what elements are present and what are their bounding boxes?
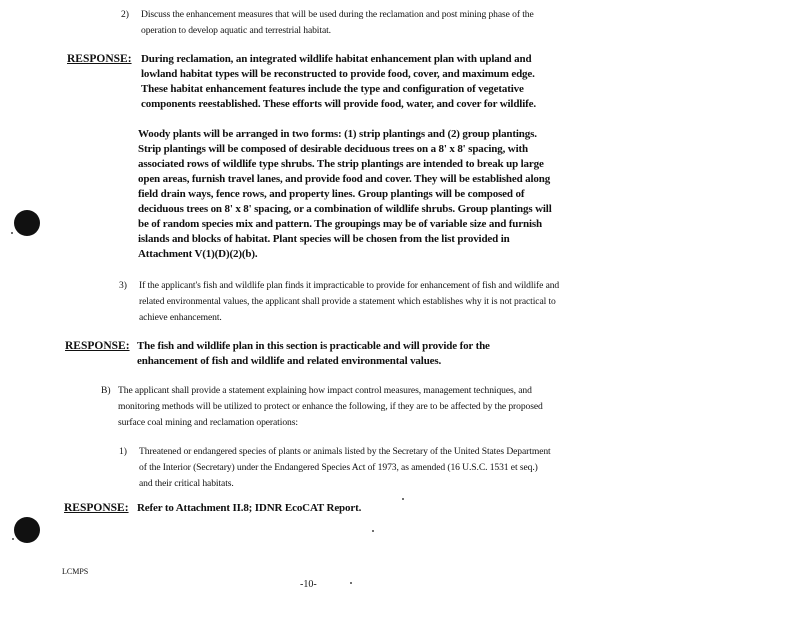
response-label-2: RESPONSE:: [65, 340, 130, 352]
footer-doc-code: LCMPS: [62, 567, 89, 576]
response-2-text: The fish and wildlife plan in this section is practicable and will provide for the enhancement of fish and wildlife and related environmental values.: [137, 340, 490, 367]
response-1-paragraph-2: Woody plants will be arranged in two forms: (1) strip plantings and (2) group plantings. Strip plantings will be composed of desirable deciduous trees on a 8' x 8' spacing, with associated rows of wildlife type shrubs. The strip plantings are intended to break up large open areas, furnish travel lanes, and provide food and cover. They will be established along field drain ways, fence rows, and property lines. Group plantings will be composed of deciduous trees on 8' x 8' spacing, or a combination of wildlife shrubs. Group plantings will be of random species mix and pattern. The groupings may be of variable size and furnish islands and blocks of habitat. Plant species will be chosen from the list provided in Attachment V(1)(D)(2)(b).: [138, 128, 552, 260]
item-b-1-text: Threatened or endangered species of plants or animals listed by the Secretary of the United States Department of the Interior (Secretary) under the Endangered Species Act of 1973, as amended (16 U.S.C. 1531 et seq.) and their critical habitats.: [139, 446, 551, 489]
scan-speck: [12, 538, 14, 540]
scan-speck: [11, 232, 13, 234]
response-3-text: Refer to Attachment II.8; IDNR EcoCAT Report.: [137, 502, 362, 514]
response-label-1: RESPONSE:: [67, 53, 132, 65]
item-b-text: The applicant shall provide a statement explaining how impact control measures, management techniques, and monitoring methods will be utilized to protect or enhance the following, if they are to be affected by the proposed surface coal mining and reclamation operations:: [118, 385, 543, 428]
page-number: -10-: [300, 579, 317, 590]
scan-speck: [372, 530, 374, 532]
punch-hole-lower: [14, 517, 40, 543]
item-number-2: 2): [121, 9, 129, 20]
item-number-b: B): [101, 385, 111, 396]
scan-speck: [350, 582, 352, 584]
response-label-3: RESPONSE:: [64, 502, 129, 514]
item-2-text: Discuss the enhancement measures that will be used during the reclamation and post mining phase of the operation to develop aquatic and terrestrial habitat.: [141, 9, 534, 36]
item-3-text: If the applicant's fish and wildlife plan finds it impracticable to provide for enhancement of fish and wildlife and related environmental values, the applicant shall provide a statement which establishes why it is not practical to achieve enhancement.: [139, 280, 560, 323]
response-1-paragraph-1: During reclamation, an integrated wildlife habitat enhancement plan with upland and lowland habitat types will be reconstructed to provide food, cover, and maximum edge. These habitat enhancement features include the type and configuration of vegetative components reestablished. These efforts will provide food, water, and cover for wildlife.: [141, 53, 536, 110]
punch-hole-upper: [14, 210, 40, 236]
scan-speck: [402, 498, 404, 500]
item-number-b-1: 1): [119, 446, 127, 457]
item-number-3: 3): [119, 280, 127, 291]
